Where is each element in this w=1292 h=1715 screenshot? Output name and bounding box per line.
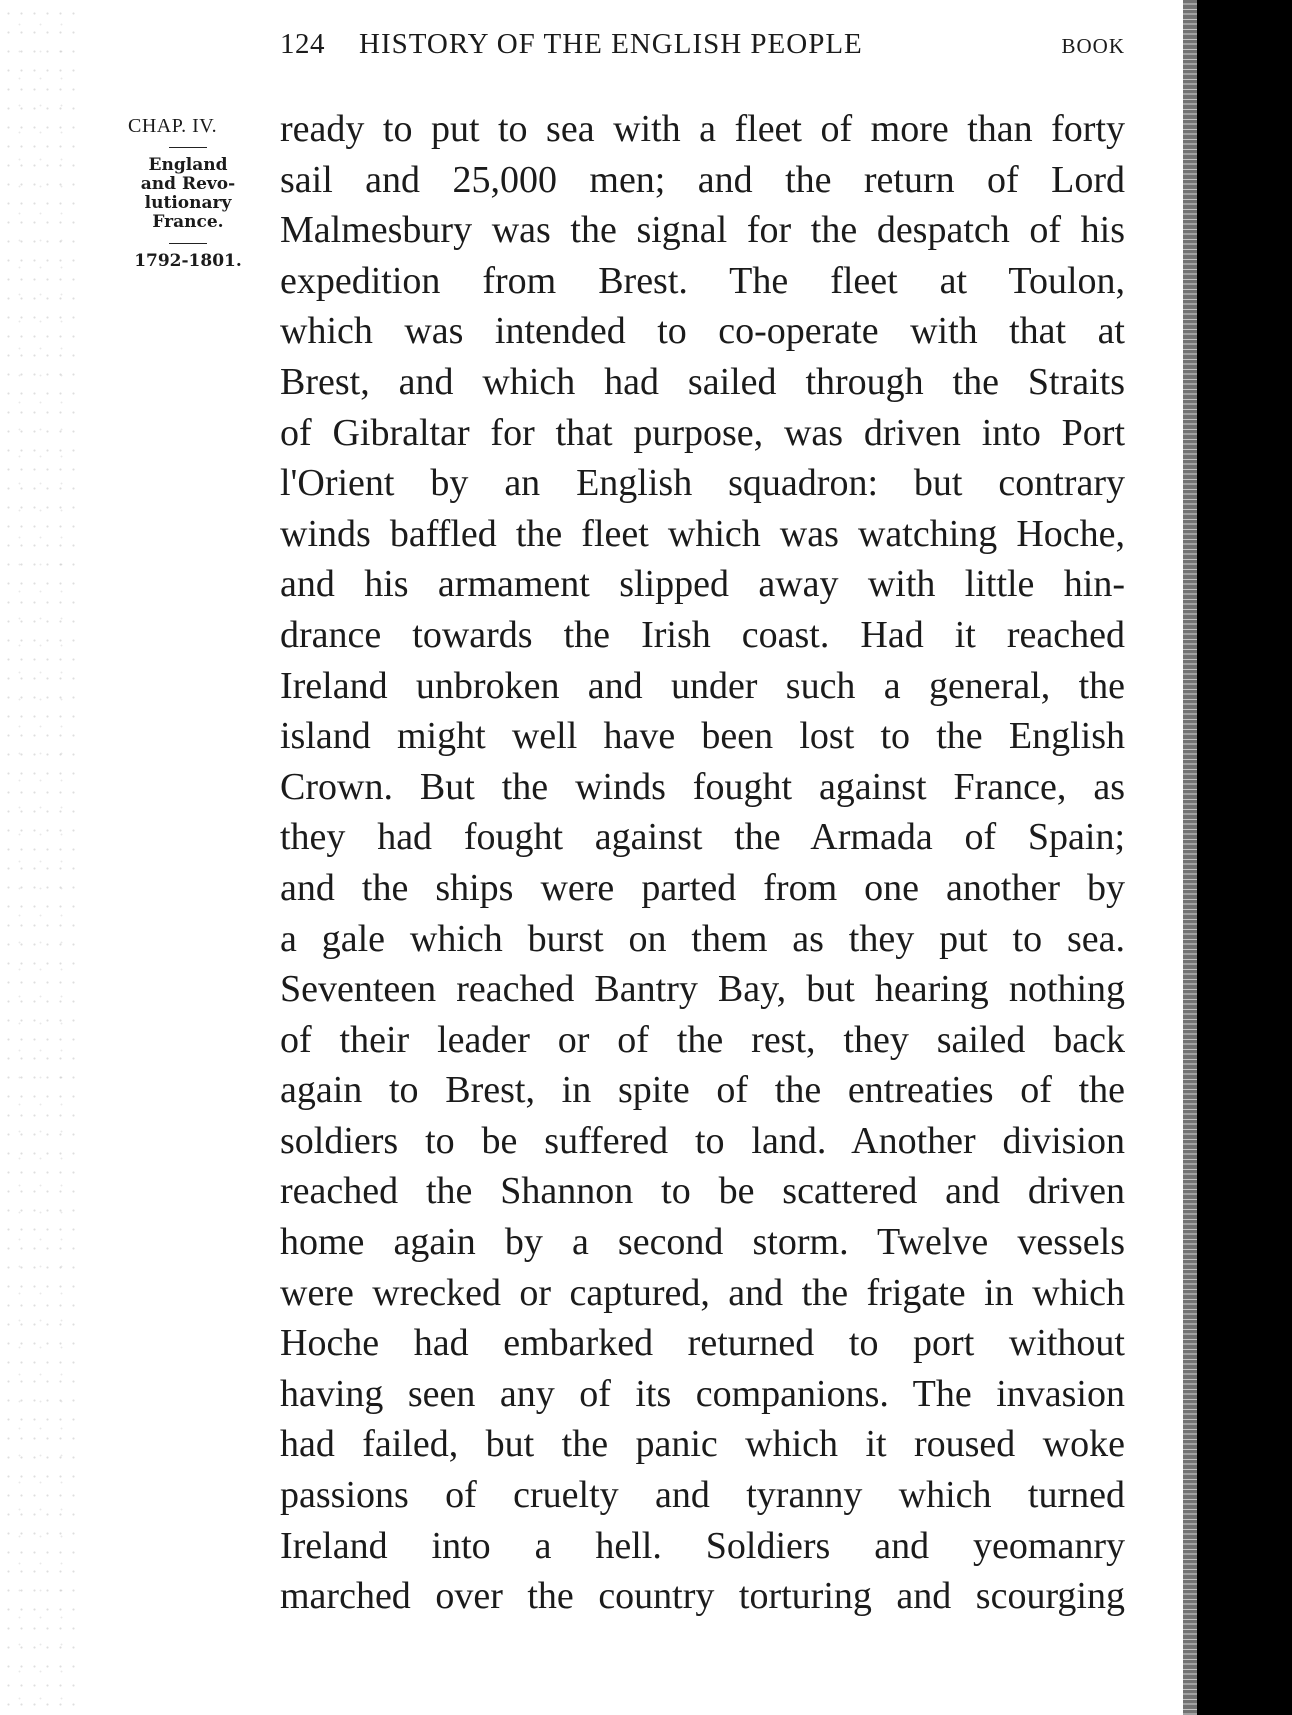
text-line: of Gibraltar for that purpose, was driven into Port [280,411,1125,454]
text-line: Seventeen reached Bantry Bay, but hearing nothing [280,968,1125,1011]
sidenote-rule-top [169,147,207,148]
sidenote-topic-line: lutionary [144,193,232,214]
text-line: Ireland into a hell. Soldiers and yeomanry [280,1524,1125,1567]
text-line: Ireland unbroken and under such a general, the [280,664,1125,707]
text-line: island might well have been lost to the English [280,715,1125,758]
sidenote-topic-line: France. [152,212,224,233]
scan-speckle-margin [0,0,80,1715]
running-head-book: BOOK [1061,34,1125,58]
text-line: they had fought against the Armada of Spain; [280,816,1125,859]
text-line: and his armament slipped away with little hin- [280,563,1125,606]
text-line: were wrecked or captured, and the frigate in which [280,1271,1125,1314]
text-line: Brest, and which had sailed through the Straits [280,360,1125,403]
text-line: soldiers to be suffered to land. Another division [280,1119,1125,1162]
sidenote-rule-bottom [169,243,207,244]
text-line: had failed, but the panic which it roused woke [280,1423,1125,1466]
text-line: again to Brest, in spite of the entreaties of the [280,1069,1125,1112]
text-line: Crown. But the winds fought against France, as [280,765,1125,808]
text-line: a gale which burst on them as they put to sea. [280,917,1125,960]
sidenote-dates: 1792-1801. [134,250,242,271]
text-line: marched over the country torturing and scourging [280,1575,1125,1618]
text-line: expedition from Brest. The fleet at Toulon, [280,259,1125,302]
running-head-title: HISTORY OF THE ENGLISH PEOPLE [359,28,863,60]
text-line: sail and 25,000 men; and the return of Lord [280,158,1125,201]
page-number: 124 [280,28,325,60]
text-line: which was intended to co-operate with that at [280,310,1125,353]
text-line: reached the Shannon to be scattered and driven [280,1170,1125,1213]
margin-sidenote [118,115,258,271]
text-line: Malmesbury was the signal for the despatch of his [280,209,1125,252]
text-line: drance towards the Irish coast. Had it reached [280,613,1125,656]
text-line: winds baffled the fleet which was watching Hoche, [280,512,1125,555]
scan-binding-edge [1197,0,1292,1715]
body-text [280,104,1125,1622]
sidenote-chapter: CHAP. IV. [128,115,218,137]
text-line: and the ships were parted from one another by [280,866,1125,909]
text-line: having seen any of its companions. The invasion [280,1372,1125,1415]
text-line: ready to put to sea with a fleet of more than forty [280,108,1125,150]
running-head [280,28,1125,72]
sidenote-topic-line: England [148,155,228,176]
text-line: home again by a second storm. Twelve vessels [280,1221,1125,1264]
text-line: Hoche had embarked returned to port without [280,1322,1125,1365]
sidenote-topic-line: and Revo- [140,174,236,195]
text-line: of their leader or of the rest, they sailed back [280,1018,1125,1061]
text-line: passions of cruelty and tyranny which turned [280,1474,1125,1517]
text-line: l'Orient by an English squadron: but contrary [280,462,1125,505]
